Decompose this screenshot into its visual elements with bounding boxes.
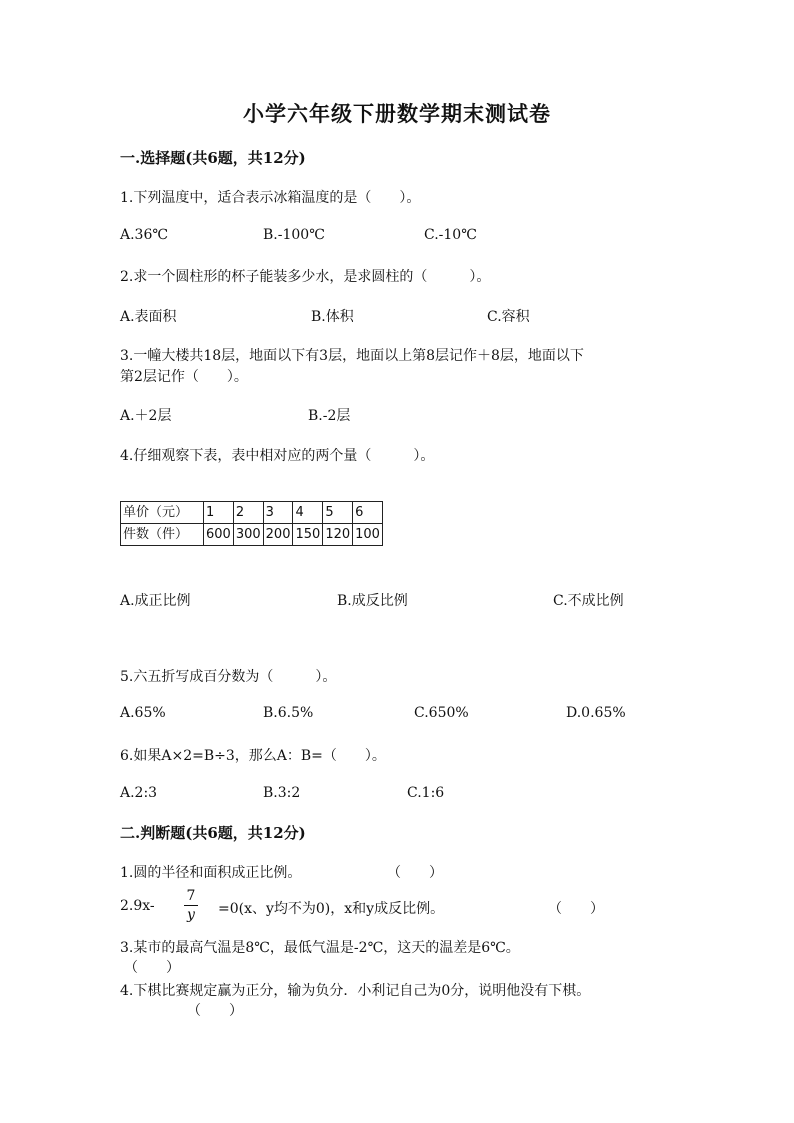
table-cell: 3 <box>263 502 293 524</box>
table-cell: 300 <box>233 524 263 546</box>
judge-3-text: 3.某市的最高气温是8℃，最低气温是-2℃，这天的温差是6℃。 <box>120 940 520 956</box>
question-4-option-c: C.不成比例 <box>553 593 624 609</box>
question-5-option-d: D.0.65% <box>566 705 626 721</box>
question-4-option-b: B.成反比例 <box>337 593 408 609</box>
question-5-option-a: A.65% <box>120 705 166 721</box>
table-cell: 单价（元） <box>121 502 204 524</box>
table-cell: 件数（件） <box>121 524 204 546</box>
question-4-option-a: A.成正比例 <box>120 593 191 609</box>
question-5-option-c: C.650% <box>414 705 469 721</box>
table-cell: 200 <box>263 524 293 546</box>
question-3-text-line-1: 3.一幢大楼共18层，地面以下有3层，地面以上第8层记作＋8层，地面以下 <box>120 348 584 364</box>
question-1-option-b: B.-100℃ <box>263 227 325 243</box>
question-3-text-line-2: 第2层记作（ ）。 <box>120 369 248 385</box>
section-heading-choice: 一.选择题(共6题，共12分) <box>120 149 306 167</box>
fraction-numerator: 7 <box>186 888 196 904</box>
question-1-text: 1.下列温度中，适合表示冰箱温度的是（ ）。 <box>120 190 421 206</box>
table-cell: 4 <box>293 502 323 524</box>
judge-3-blank: （ ） <box>124 960 180 976</box>
judge-1-blank: （ ） <box>387 865 443 881</box>
question-1-option-c: C.-10℃ <box>424 227 477 243</box>
question-3-option-a: A.＋2层 <box>120 408 172 424</box>
page-title: 小学六年级下册数学期末测试卷 <box>243 101 551 126</box>
question-2-option-c: C.容积 <box>487 309 530 325</box>
question-2-text: 2.求一个圆柱形的杯子能装多少水，是求圆柱的（ ）。 <box>120 269 491 285</box>
judge-4-text: 4.下棋比赛规定赢为正分，输为负分．小利记自己为0分，说明他没有下棋。 <box>120 983 591 999</box>
table-cell: 120 <box>323 524 353 546</box>
question-5-text: 5.六五折写成百分数为（ ）。 <box>120 669 337 685</box>
fraction-denominator: y <box>187 907 195 923</box>
question-5-option-b: B.6.5% <box>263 705 314 721</box>
table-cell: 600 <box>204 524 234 546</box>
question-6-option-c: C.1:6 <box>407 785 445 801</box>
judge-2-suffix: =0(x、y均不为0)，x和y成反比例。 <box>218 901 445 917</box>
question-2-option-a: A.表面积 <box>120 309 177 325</box>
judge-1-text: 1.圆的半径和面积成正比例。 <box>120 865 302 881</box>
table-row <box>121 502 383 524</box>
table-cell: 5 <box>323 502 353 524</box>
table-cell: 2 <box>233 502 263 524</box>
fraction-bar <box>184 905 198 906</box>
table-cell: 150 <box>293 524 323 546</box>
table-row <box>121 524 383 546</box>
question-4-text: 4.仔细观察下表，表中相对应的两个量（ ）。 <box>120 448 435 464</box>
judge-2-fraction <box>184 888 198 923</box>
judge-2-prefix: 2.9x- <box>120 898 155 914</box>
judge-2-blank: （ ） <box>548 901 604 917</box>
question-3-option-b: B.-2层 <box>308 408 351 424</box>
question-2-option-b: B.体积 <box>311 309 354 325</box>
question-6-text: 6.如果A×2=B÷3，那么A：B=（ ）。 <box>120 748 386 764</box>
question-6-option-b: B.3:2 <box>263 785 301 801</box>
question-6-option-a: A.2:3 <box>120 785 158 801</box>
question-1-option-a: A.36℃ <box>120 227 169 243</box>
table-cell: 100 <box>353 524 383 546</box>
table-cell: 1 <box>204 502 234 524</box>
section-heading-judgement: 二.判断题(共6题，共12分) <box>120 824 306 842</box>
judge-4-blank: （ ） <box>187 1003 243 1019</box>
table-cell: 6 <box>353 502 383 524</box>
price-quantity-table <box>120 501 383 546</box>
